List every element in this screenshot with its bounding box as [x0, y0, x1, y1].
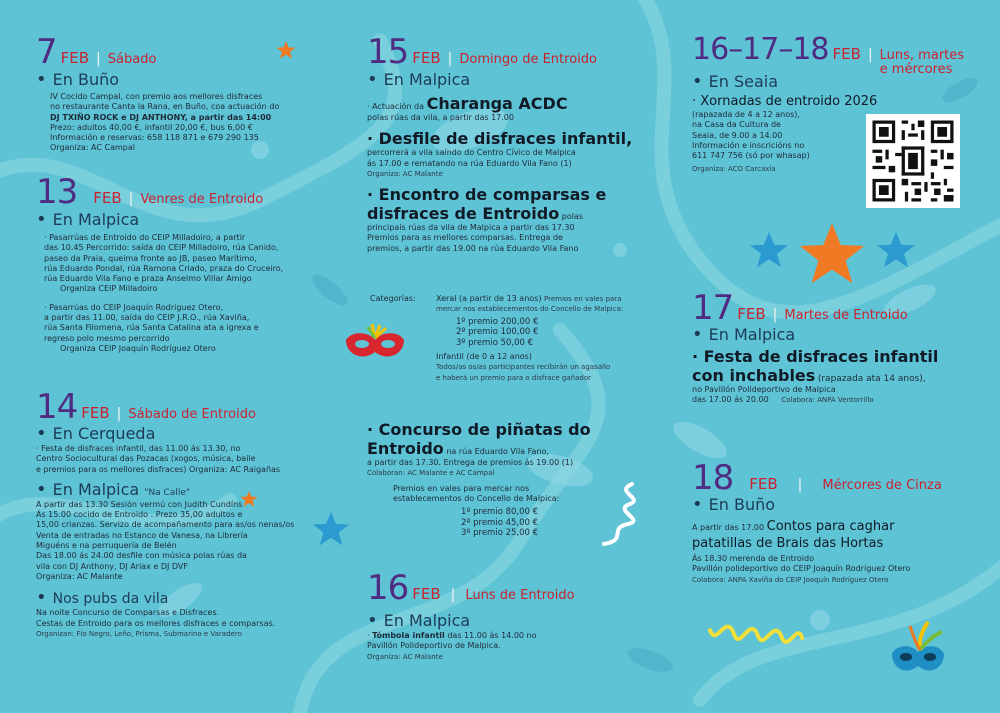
event-feb16 — [367, 568, 667, 662]
event-description: IV Cocido Campal, con premio aos mellores disfraces no restaurante Canta la Rana, en Buño, coa actuación do DJ TXIÑO ROCK e DJ ANTHONY, a partir das 14:00 Prezo: adultos 40,00 €, infantil 20,00 €, bus 6,00 € Información e reservas: 658 118 871 e 679 290 135 Organiza: AC Campal — [50, 92, 280, 153]
place-heading: • En Cerqueda — [36, 423, 156, 444]
date-header: 7 FEB | Sábado — [36, 32, 157, 72]
star-blue-icon — [312, 510, 350, 548]
event-description: · Pasarrúas de Entroido do CEIP Milladoiro, a partir das 10.45 Percorrido: saída do CEIP Milladoiro, rúa Canido, paseo da Praia, queima fronte ao JB, paseo Marítimo, rúa Eduardo Pondal, rúa Ramona Criado, praza do Cruceiro, rúa Eduardo Vila Fano e praza Anselmo Villar Amigo Organiza CEIP Milladoiro · Pasarrúas do CEIP Joaquín Rodríguez Otero, a partir das 11.00, saída do CEIP J.R.O., rúa Xaviña, rúa Santa Filomena, rúa Santa Catalina ata a igrexa e regreso polo mesmo percorrido Organiza CEIP Joaquín Rodríguez Otero — [44, 233, 284, 353]
star-blue-icon — [876, 230, 916, 270]
streamer-icon — [598, 480, 642, 550]
event-feb18 — [692, 458, 992, 585]
date-header: 18 FEB | Mércores de Cinza — [692, 458, 942, 498]
carnival-mask-icon — [342, 322, 408, 368]
qr-code-icon — [866, 114, 960, 208]
place-heading: • En Malpica — [367, 610, 471, 631]
event-feb15 — [367, 32, 667, 254]
date-header: 16 FEB | Luns de Entroido — [367, 568, 575, 608]
event-description: · Xornadas de entroido 2026 (rapazada de 4 a 12 anos), na Casa da Cultura de Seaia, de 9.00 a 14.00 Información e inscricións no 611 747 756 (só por whasap) Organiza: ACO Carcaxía — [692, 94, 878, 174]
date-header: 13 FEB | Venres de Entroido — [36, 172, 264, 212]
streamer-icon — [706, 608, 806, 658]
event-description: A partir das 13.30 Sesión vermú con Judith Cundíns Ás 15.00 cocido de Entroido . Prezo 35,00 adultos e 15,00 crianzas. Servizo de acompañamento para as/os nenas/os Venta de entradas no Estanco de Vanesa, na Librería Miguéns e na perruquería de Belén Das 18.00 ás 24.00 desfile con música polas rúas da vila con DJ Anthony, DJ Ariax e DJ DVF Organiza: AC Malante — [36, 499, 295, 581]
place-heading: • En Malpica — [367, 69, 471, 90]
date-header: 16–17–18 FEB | Luns, martes e mércores — [692, 32, 965, 77]
place-heading: • En Buño — [692, 494, 776, 515]
event-feb7 — [36, 32, 336, 154]
place-heading: • En Buño — [36, 69, 120, 90]
carnival-mask-icon — [888, 620, 948, 684]
date-header: 14 FEB | Sábado de Entroido — [36, 387, 256, 427]
categories-block: Categorías: Xeral (a partir de 13 anos) Premios en vales para mercar nos establecementos do Concello de Malpica: 1º premio 200,00 € 2º premio 100,00 € 3º premio 50,00 € Infantil (de 0 a 12 anos) Todos/as os/as participantes recibirán un agasallo e haberá un premio para o disfrace gañador — [370, 294, 624, 382]
event-feb14 — [36, 387, 336, 639]
place-heading: • En Malpica — [36, 209, 140, 230]
event-description: · Tómbola infantil das 11.00 ás 14.00 no Pavillón Polideportivo de Malpica. Organiza: AC Malante — [367, 631, 537, 661]
event-description: · Actuación da Charanga ACDC polas rúas da vila, a partir das 17.00 · Desfile de disfraces infantil, percorrerá a vila saíndo do Centro Cívico de Malpica ás 17.00 e rematando na rúa Eduardo Vila Fano (1) Organiza: AC Malante · Encontro de comparsas e disfraces de Entroido polas principais rúas da vila de Malpica a partir das 17.30 Premios para as mellores comparsas. Entrega de premios, a partir das 19.00 na rúa Eduardo Vila Fano — [367, 94, 633, 253]
event-description: · Festa de disfraces infantil, das 11.00 ás 13.30, no Centro Sociocultural das Pozacas (xogos, música, baile e premios para os mellores disfraces) Organiza: AC Raigañas — [36, 444, 281, 474]
event-feb13 — [36, 172, 336, 354]
star-orange-icon — [798, 220, 866, 288]
place-heading: • Nos pubs da vila — [36, 587, 169, 609]
event-description: A partir das 17.00 Contos para caghar patatillas de Brais das Hortas Ás 18.30 merenda de Entroido Pavillón polideportivo do CEIP Joaquín Rodríguez Otero Colabora: ANPA Xaviña do CEIP Joaquín Rodríguez Otero — [692, 519, 911, 584]
place-heading: • En Seaia — [692, 71, 779, 92]
event-description: · Concurso de piñatas do Entroido na rúa Eduardo Vila Fano, a partir das 17.30. Entrega de premios ás 19.00 (1) Colaboran: AC Malante e AC Campal Premios en vales para mercar nos establecementos do Concello de Malpica: 1º premio 80,00 € 2º premio 45,00 € 3º premio 25,00 € — [367, 420, 591, 539]
event-description: Na noite Concurso de Comparsas e Disfraces. Cestas de Entroido para os mellores disfraces e comparsas. Organizan: Fío Negro, Leño, Prisma, Submarino e Varadero — [36, 608, 276, 638]
star-blue-icon — [749, 230, 789, 270]
place-heading: • En Malpica — [692, 324, 796, 345]
star-orange-icon — [240, 490, 258, 508]
date-header: 15 FEB | Domingo de Entroido — [367, 32, 597, 72]
event-feb17 — [692, 288, 992, 406]
date-header: 17 FEB | Martes de Entroido — [692, 288, 908, 328]
event-description: · Festa de disfraces infantil con inchables (rapazada ata 14 anos), no Pavillón Polideportivo de Malpica das 17.00 ás 20.00 Colabora: ANPA Ventorrillo — [692, 347, 939, 405]
place-heading: • En Malpica "Na Calle" — [36, 478, 191, 500]
